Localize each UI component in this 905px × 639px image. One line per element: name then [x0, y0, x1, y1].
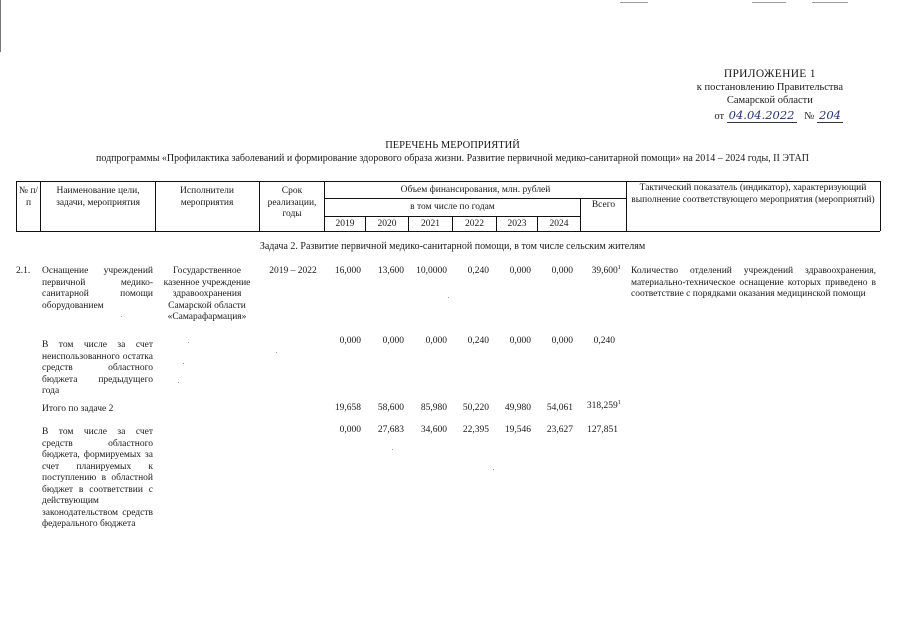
header-year-2019: 2019 [335, 219, 355, 229]
row-2-1-2024: 0,000 [551, 266, 573, 276]
appendix-title: ПРИЛОЖЕНИЕ 1 [723, 68, 816, 80]
header-year-2021: 2021 [421, 219, 440, 229]
header-by-years: в том числе по годам [410, 202, 495, 212]
row-remainder-2020: 0,000 [382, 336, 404, 346]
appendix-date-line [697, 109, 843, 123]
row-federal-2020: 27,683 [377, 425, 404, 435]
row-remainder-2019: 0,000 [339, 336, 361, 346]
row-federal-2021: 34,600 [420, 425, 447, 435]
row-federal-2024: 23,627 [546, 425, 573, 435]
scan-artifact [620, 2, 648, 3]
row-2-1-indicator: Количество отделений учреждений здравоохранения, материально-техническое оснащение которых приведено в соответствие с порядками оказания медицинской помощи [631, 266, 876, 299]
header-name: Наименование цели, задачи, мероприятия [56, 186, 140, 208]
scan-artifact [812, 2, 848, 3]
row-2-1-term: 2019 – 2022 [269, 266, 317, 276]
header-executors: Исполнители мероприятия [180, 186, 234, 208]
row-task2-total: 318,259$^1$ [586, 399, 621, 411]
task-heading: Задача 2. Развитие первичной медико-санитарной помощи, в том числе сельским жителям [259, 241, 646, 252]
doc-subheading: подпрограммы «Профилактика заболеваний и формирование здорового образа жизни. Развитие первичной медико-санитарной помощи» на 2014 – 2024 годы, II ЭТАП [96, 153, 809, 164]
number-label: № [804, 111, 815, 122]
row-task2-2019: 19,658 [334, 403, 361, 413]
row-2-1-2023: 0,000 [509, 266, 531, 276]
header-year-2022: 2022 [465, 219, 484, 229]
scan-speck [392, 449, 393, 450]
row-task2-2021: 85,980 [420, 403, 447, 413]
row-2-1-executor: Государственное казенное учреждение здравоохранения Самарской области «Самарафармация» [163, 266, 251, 322]
row-2-1-2022: 0,240 [467, 266, 489, 276]
row-remainder-2022: 0,240 [467, 336, 489, 346]
handwritten-number: 204 [819, 108, 841, 122]
row-task2-total-name: Итого по задаче 2 [42, 404, 114, 414]
row-remainder-total: 0,240 [593, 336, 615, 346]
handwritten-date: 04.04.2022 [728, 108, 795, 122]
scan-artifact [752, 2, 786, 3]
row-task2-2023: 49,980 [504, 403, 531, 413]
scan-speck [276, 352, 277, 353]
row-remainder-2021: 0,000 [425, 336, 447, 346]
footnote-mark: 1 [617, 264, 621, 271]
row-remainder-2024: 0,000 [551, 336, 573, 346]
row-remainder-2023: 0,000 [509, 336, 531, 346]
row-federal-total: 127,851 [587, 425, 618, 435]
appendix-line-2: Самарской области [726, 95, 813, 106]
scan-speck [448, 297, 449, 298]
header-indicator: Тактический показатель (индикатор), характеризующий выполнение соответствующего мероприятия (мероприятий) [631, 183, 875, 205]
header-funding: Объем финансирования, млн. рублей [400, 185, 551, 195]
header-year-2024: 2024 [549, 219, 569, 229]
scan-speck [188, 342, 189, 343]
row-task2-2020: 58,600 [377, 403, 404, 413]
scan-edge [0, 0, 1, 52]
row-task2-2024: 54,061 [546, 403, 573, 413]
scan-speck [493, 469, 494, 470]
row-task2-2022: 50,220 [462, 403, 489, 413]
row-2-1-num: 2.1. [16, 266, 31, 276]
header-year-2020: 2020 [377, 219, 397, 229]
scan-speck [178, 382, 179, 383]
row-2-1-2019: 16,000 [334, 266, 361, 276]
row-2-1-2020: 13,600 [377, 266, 404, 276]
scan-speck [121, 316, 122, 317]
row-remainder-name: В том числе за счет неиспользованного остатка средств областного бюджета предыдущего года [42, 340, 153, 396]
header-year-2023: 2023 [507, 219, 527, 229]
header-term: Срок реализации, годы [267, 186, 317, 219]
header-num: № п/п [18, 186, 39, 208]
footnote-mark: 1 [617, 399, 621, 406]
row-federal-2022: 22,395 [462, 425, 489, 435]
from-label: от [714, 111, 725, 122]
appendix-line-1: к постановлению Правительства [696, 82, 843, 93]
row-2-1-total: 39,600$^1$ [591, 264, 621, 276]
header-total: Всего [591, 200, 616, 210]
doc-heading: ПЕРЕЧЕНЬ МЕРОПРИЯТИЙ [385, 140, 520, 151]
row-federal-name: В том числе за счет средств областного бюджета, формируемых за счет планируемых к поступлению в областной бюджет в соответствии с действующим законодательством средств федерального бюджета [42, 427, 153, 529]
scan-speck [183, 363, 184, 364]
row-2-1-2021: 10,0000 [416, 266, 447, 276]
row-federal-2023: 19,546 [504, 425, 531, 435]
row-federal-2019: 0,000 [339, 425, 361, 435]
row-2-1-name: Оснащение учреждений первичной медико-санитарной помощи оборудованием [42, 266, 153, 311]
appendix-block [697, 68, 843, 123]
